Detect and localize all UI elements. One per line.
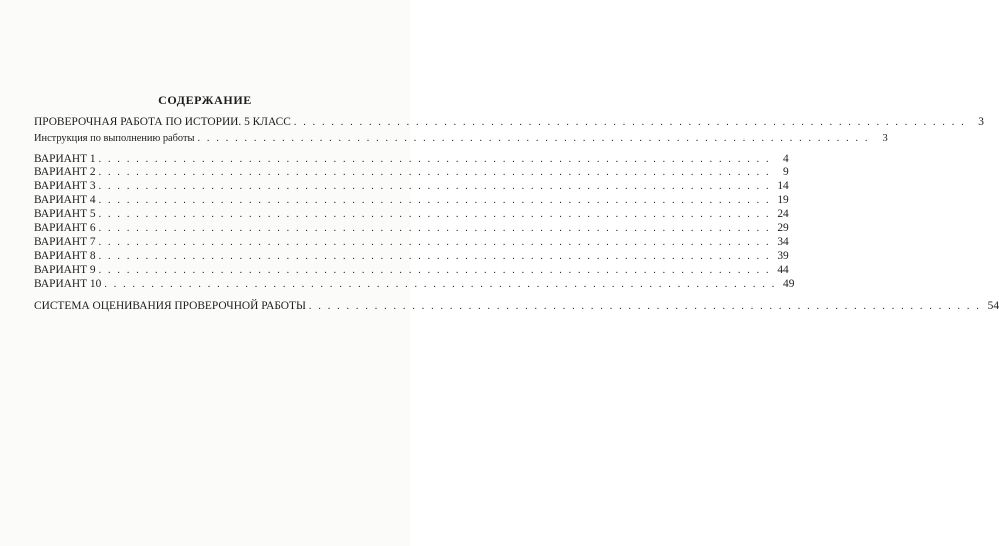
dot-leader: . . . . . . . . . . . . . . . . . . . . . . . . . . . . . . . . . . . . . . . . . . . . . . . . . . . . . . . . . . . . . . . . . . . . . . . . [308, 301, 982, 312]
toc-entry-label: ВАРИАНТ 10 [34, 278, 102, 290]
toc-entry-label: ВАРИАНТ 5 [34, 208, 96, 220]
dot-leader: . . . . . . . . . . . . . . . . . . . . . . . . . . . . . . . . . . . . . . . . . . . . . . . . . . . . . . . . . . . . . . . . . . . . . . . . [98, 154, 771, 165]
toc-entry-page: 19 [777, 194, 789, 206]
dot-leader: . . . . . . . . . . . . . . . . . . . . . . . . . . . . . . . . . . . . . . . . . . . . . . . . . . . . . . . . . . . . . . . . . . . . . . . . [98, 195, 771, 206]
toc-entry-label: ВАРИАНТ 8 [34, 250, 96, 262]
toc-entry-variant-6 [34, 222, 789, 237]
toc-entry-label: ВАРИАНТ 3 [34, 180, 96, 192]
toc-entry-page: 34 [777, 236, 789, 248]
toc-entry-label: ПРОВЕРОЧНАЯ РАБОТА ПО ИСТОРИИ. 5 КЛАСС [34, 116, 291, 128]
dot-leader: . . . . . . . . . . . . . . . . . . . . . . . . . . . . . . . . . . . . . . . . . . . . . . . . . . . . . . . . . . . . . . . . . . . . . . . . [98, 265, 771, 276]
dot-leader: . . . . . . . . . . . . . . . . . . . . . . . . . . . . . . . . . . . . . . . . . . . . . . . . . . . . . . . . . . . . . . . . . . . . . . . . [98, 167, 771, 178]
dot-leader: . . . . . . . . . . . . . . . . . . . . . . . . . . . . . . . . . . . . . . . . . . . . . . . . . . . . . . . . . . . . . . . . . . . . . . . . [98, 223, 771, 234]
page-title: СОДЕРЖАНИЕ [158, 93, 252, 107]
toc-entry-page: 24 [777, 208, 789, 220]
toc-entry-variant-10 [34, 278, 795, 293]
dot-leader: . . . . . . . . . . . . . . . . . . . . . . . . . . . . . . . . . . . . . . . . . . . . . . . . . . . . . . . . . . . . . . . . . . . . . . . . [104, 279, 777, 290]
toc-entry-page: 14 [777, 180, 789, 192]
toc-entry-variant-7 [34, 236, 789, 251]
toc-entry-grading-system [34, 300, 999, 315]
toc-entry-instructions [34, 133, 888, 148]
toc-entry-page: 9 [783, 166, 789, 178]
toc-entry-page: 3 [978, 116, 984, 128]
dot-leader: . . . . . . . . . . . . . . . . . . . . . . . . . . . . . . . . . . . . . . . . . . . . . . . . . . . . . . . . . . . . . . . . . . . . . . . . [197, 133, 870, 144]
toc-entry-label: Инструкция по выполнению работы [34, 133, 195, 144]
dot-leader: . . . . . . . . . . . . . . . . . . . . . . . . . . . . . . . . . . . . . . . . . . . . . . . . . . . . . . . . . . . . . . . . . . . . . . . . [98, 181, 771, 192]
toc-entry-variant-2 [34, 166, 789, 181]
dot-leader: . . . . . . . . . . . . . . . . . . . . . . . . . . . . . . . . . . . . . . . . . . . . . . . . . . . . . . . . . . . . . . . . . . . . . . . . [98, 251, 771, 262]
dot-leader: . . . . . . . . . . . . . . . . . . . . . . . . . . . . . . . . . . . . . . . . . . . . . . . . . . . . . . . . . . . . . . . . . . . . . . . . [293, 117, 966, 128]
toc-entry-label: ВАРИАНТ 1 [34, 153, 96, 165]
toc-entry-variant-5 [34, 208, 789, 223]
toc-entry-variant-8 [34, 250, 789, 265]
toc-entry-label: СИСТЕМА ОЦЕНИВАНИЯ ПРОВЕРОЧНОЙ РАБОТЫ [34, 300, 306, 312]
dot-leader: . . . . . . . . . . . . . . . . . . . . . . . . . . . . . . . . . . . . . . . . . . . . . . . . . . . . . . . . . . . . . . . . . . . . . . . . [98, 209, 771, 220]
dot-leader: . . . . . . . . . . . . . . . . . . . . . . . . . . . . . . . . . . . . . . . . . . . . . . . . . . . . . . . . . . . . . . . . . . . . . . . . [98, 237, 771, 248]
toc-entry-page: 49 [783, 278, 795, 290]
toc-entry-page: 3 [882, 133, 888, 144]
toc-entry-page: 29 [777, 222, 789, 234]
toc-entry-variant-4 [34, 194, 789, 209]
toc-entry-page: 4 [783, 153, 789, 165]
toc-entry-label: ВАРИАНТ 4 [34, 194, 96, 206]
toc-entry-page: 39 [777, 250, 789, 262]
toc-entry-label: ВАРИАНТ 7 [34, 236, 96, 248]
toc-entry-label: ВАРИАНТ 6 [34, 222, 96, 234]
toc-entry-variant-3 [34, 180, 789, 195]
toc-entry-label: ВАРИАНТ 9 [34, 264, 96, 276]
toc-entry-history-test [34, 116, 984, 131]
toc-entry-variant-9 [34, 264, 789, 279]
toc-entry-page: 54 [987, 300, 999, 312]
toc-entry-page: 44 [777, 264, 789, 276]
toc-entry-label: ВАРИАНТ 2 [34, 166, 96, 178]
